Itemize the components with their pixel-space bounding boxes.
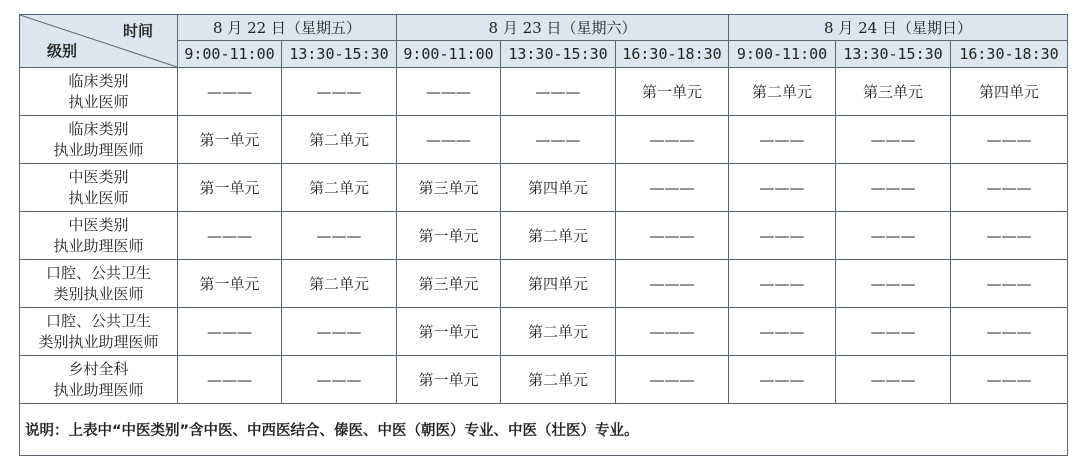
schedule-cell: ——— <box>616 356 729 404</box>
schedule-cell: ——— <box>729 260 836 308</box>
table-row <box>20 308 1068 356</box>
schedule-cell: 第二单元 <box>282 116 397 164</box>
schedule-cell: ——— <box>836 260 951 308</box>
date-header: 8 月 24 日（星期日） <box>729 15 1068 41</box>
schedule-cell: 第一单元 <box>616 68 729 116</box>
schedule-cell: ——— <box>178 212 282 260</box>
level-label-line: 临床类别 <box>68 71 129 90</box>
level-label-line: 中医类别 <box>68 215 129 234</box>
schedule-cell: 第四单元 <box>501 164 616 212</box>
schedule-cell: 第二单元 <box>729 68 836 116</box>
schedule-cell: ——— <box>729 116 836 164</box>
table-row <box>20 356 1068 404</box>
date-header-row <box>20 15 1068 41</box>
level-label-line: 执业医师 <box>68 92 129 111</box>
note-row <box>20 404 1068 456</box>
schedule-cell: ——— <box>616 212 729 260</box>
schedule-cell: 第一单元 <box>397 356 501 404</box>
time-slot-header: 13:30-15:30 <box>501 41 616 68</box>
table-row <box>20 68 1068 116</box>
time-slot-header: 9:00-11:00 <box>729 41 836 68</box>
level-label-line: 执业助理医师 <box>53 140 144 159</box>
corner-level-label: 级别 <box>47 42 78 60</box>
schedule-cell: ——— <box>951 116 1068 164</box>
table-row <box>20 164 1068 212</box>
schedule-cell: 第四单元 <box>501 260 616 308</box>
level-cell <box>20 260 178 308</box>
schedule-cell: ——— <box>951 356 1068 404</box>
schedule-cell: ——— <box>951 164 1068 212</box>
level-cell <box>20 116 178 164</box>
schedule-cell: 第一单元 <box>397 212 501 260</box>
schedule-cell: ——— <box>616 164 729 212</box>
level-label-line: 口腔、公共卫生 <box>45 263 151 282</box>
table-row <box>20 116 1068 164</box>
schedule-cell: ——— <box>178 356 282 404</box>
schedule-cell: ——— <box>616 260 729 308</box>
time-slot-header: 13:30-15:30 <box>836 41 951 68</box>
schedule-cell: ——— <box>282 308 397 356</box>
date-header: 8 月 22 日（星期五） <box>178 15 397 41</box>
schedule-cell: 第四单元 <box>951 68 1068 116</box>
schedule-cell: ——— <box>729 308 836 356</box>
corner-time-label: 时间 <box>122 22 153 40</box>
schedule-cell: 第一单元 <box>178 116 282 164</box>
schedule-cell: ——— <box>836 356 951 404</box>
level-label-line: 口腔、公共卫生 <box>45 311 151 330</box>
schedule-cell: ——— <box>616 116 729 164</box>
time-slot-header: 16:30-18:30 <box>951 41 1068 68</box>
schedule-cell: ——— <box>397 68 501 116</box>
schedule-cell: ——— <box>178 308 282 356</box>
schedule-cell: ——— <box>397 116 501 164</box>
level-cell <box>20 308 178 356</box>
level-label-line: 类别执业医师 <box>53 284 144 303</box>
schedule-cell: 第三单元 <box>397 260 501 308</box>
schedule-cell: ——— <box>836 164 951 212</box>
level-label-line: 执业助理医师 <box>53 236 144 255</box>
schedule-cell: 第二单元 <box>501 212 616 260</box>
level-cell <box>20 68 178 116</box>
level-label-line: 乡村全科 <box>68 359 129 378</box>
level-cell <box>20 164 178 212</box>
schedule-cell: 第一单元 <box>178 260 282 308</box>
schedule-cell: ——— <box>282 356 397 404</box>
level-label-line: 执业助理医师 <box>53 380 144 399</box>
exam-schedule-table <box>19 14 1068 456</box>
level-label-line: 临床类别 <box>68 119 129 138</box>
schedule-cell: ——— <box>836 308 951 356</box>
schedule-cell: ——— <box>178 68 282 116</box>
level-label-line: 执业医师 <box>68 188 129 207</box>
schedule-cell: 第二单元 <box>501 356 616 404</box>
time-slot-header: 13:30-15:30 <box>282 41 397 68</box>
schedule-cell: ——— <box>282 68 397 116</box>
schedule-cell: 第二单元 <box>501 308 616 356</box>
date-header: 8 月 23 日（星期六） <box>397 15 729 41</box>
time-slot-header: 9:00-11:00 <box>397 41 501 68</box>
schedule-cell: 第二单元 <box>282 164 397 212</box>
schedule-cell: ——— <box>729 356 836 404</box>
level-label-line: 中医类别 <box>68 167 129 186</box>
diagonal-divider-icon <box>20 15 177 67</box>
level-label-line: 类别执业助理医师 <box>38 332 159 351</box>
schedule-cell: ——— <box>729 212 836 260</box>
corner-header-cell <box>20 15 178 68</box>
table-row <box>20 212 1068 260</box>
level-cell <box>20 212 178 260</box>
schedule-body <box>20 68 1068 404</box>
schedule-cell: 第一单元 <box>397 308 501 356</box>
table-row <box>20 260 1068 308</box>
footnote: 说明：上表中“中医类别”含中医、中西医结合、傣医、中医（朝医）专业、中医（壮医）专业。 <box>20 404 1068 456</box>
schedule-cell: ——— <box>501 68 616 116</box>
schedule-cell: ——— <box>729 164 836 212</box>
schedule-cell: ——— <box>836 116 951 164</box>
time-slot-header: 16:30-18:30 <box>616 41 729 68</box>
schedule-cell: 第一单元 <box>178 164 282 212</box>
schedule-cell: ——— <box>951 308 1068 356</box>
schedule-cell: 第三单元 <box>836 68 951 116</box>
level-cell <box>20 356 178 404</box>
schedule-cell: ——— <box>501 116 616 164</box>
schedule-cell: 第三单元 <box>397 164 501 212</box>
schedule-cell: ——— <box>282 212 397 260</box>
schedule-cell: ——— <box>836 212 951 260</box>
time-slot-header: 9:00-11:00 <box>178 41 282 68</box>
schedule-cell: ——— <box>951 260 1068 308</box>
schedule-cell: ——— <box>616 308 729 356</box>
schedule-cell: 第二单元 <box>282 260 397 308</box>
schedule-cell: ——— <box>951 212 1068 260</box>
